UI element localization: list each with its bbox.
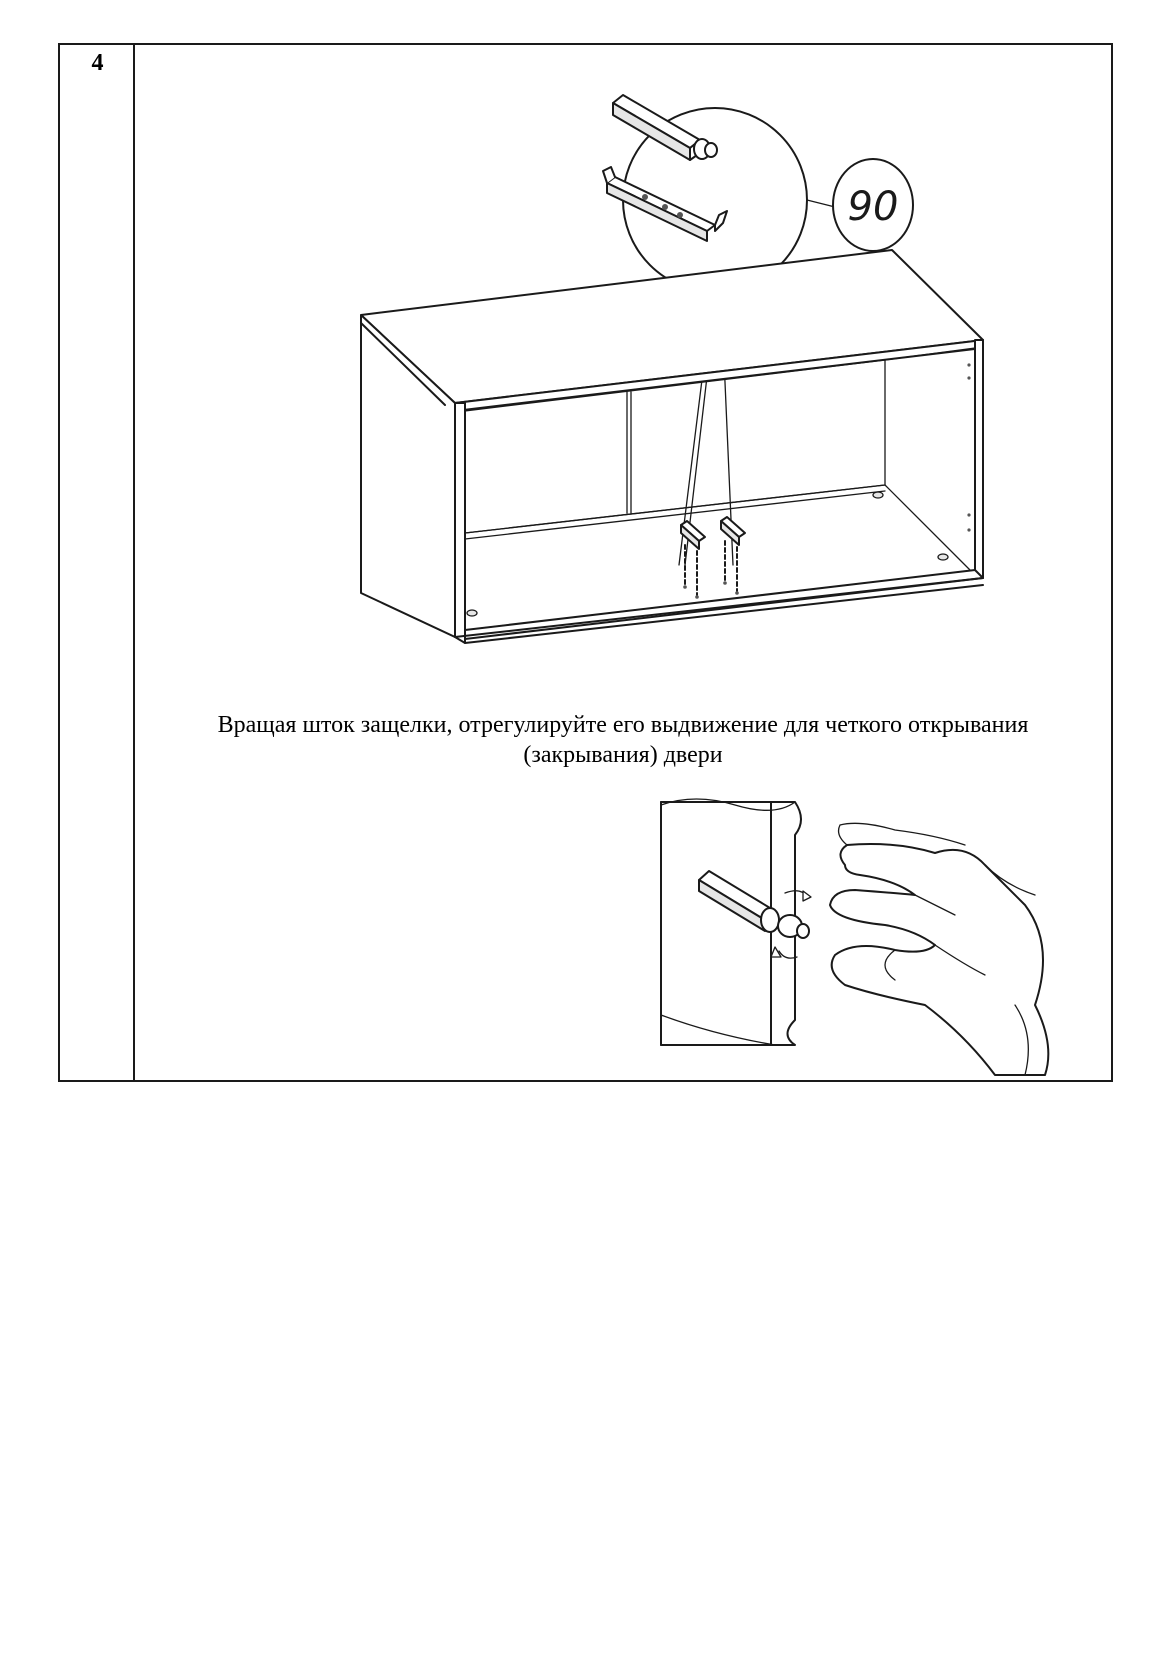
part-number-label: 90 <box>847 184 899 230</box>
step-number: 4 <box>91 50 104 76</box>
latch-left <box>681 521 705 599</box>
cabinet-illustration <box>135 45 1113 705</box>
instruction-line-1: Вращая шток защелки, отрегулируйте его выдвижение для четкого открывания <box>217 712 1029 738</box>
step-content <box>135 45 1111 1080</box>
cabinet <box>361 250 983 643</box>
part-number-callout <box>833 159 913 251</box>
latch-detail-circle <box>603 95 807 292</box>
step-table <box>58 43 1113 1082</box>
step-number-column <box>60 45 135 1080</box>
instruction-text <box>135 710 1111 770</box>
instruction-line-2: (закрывания) двери <box>523 742 723 768</box>
